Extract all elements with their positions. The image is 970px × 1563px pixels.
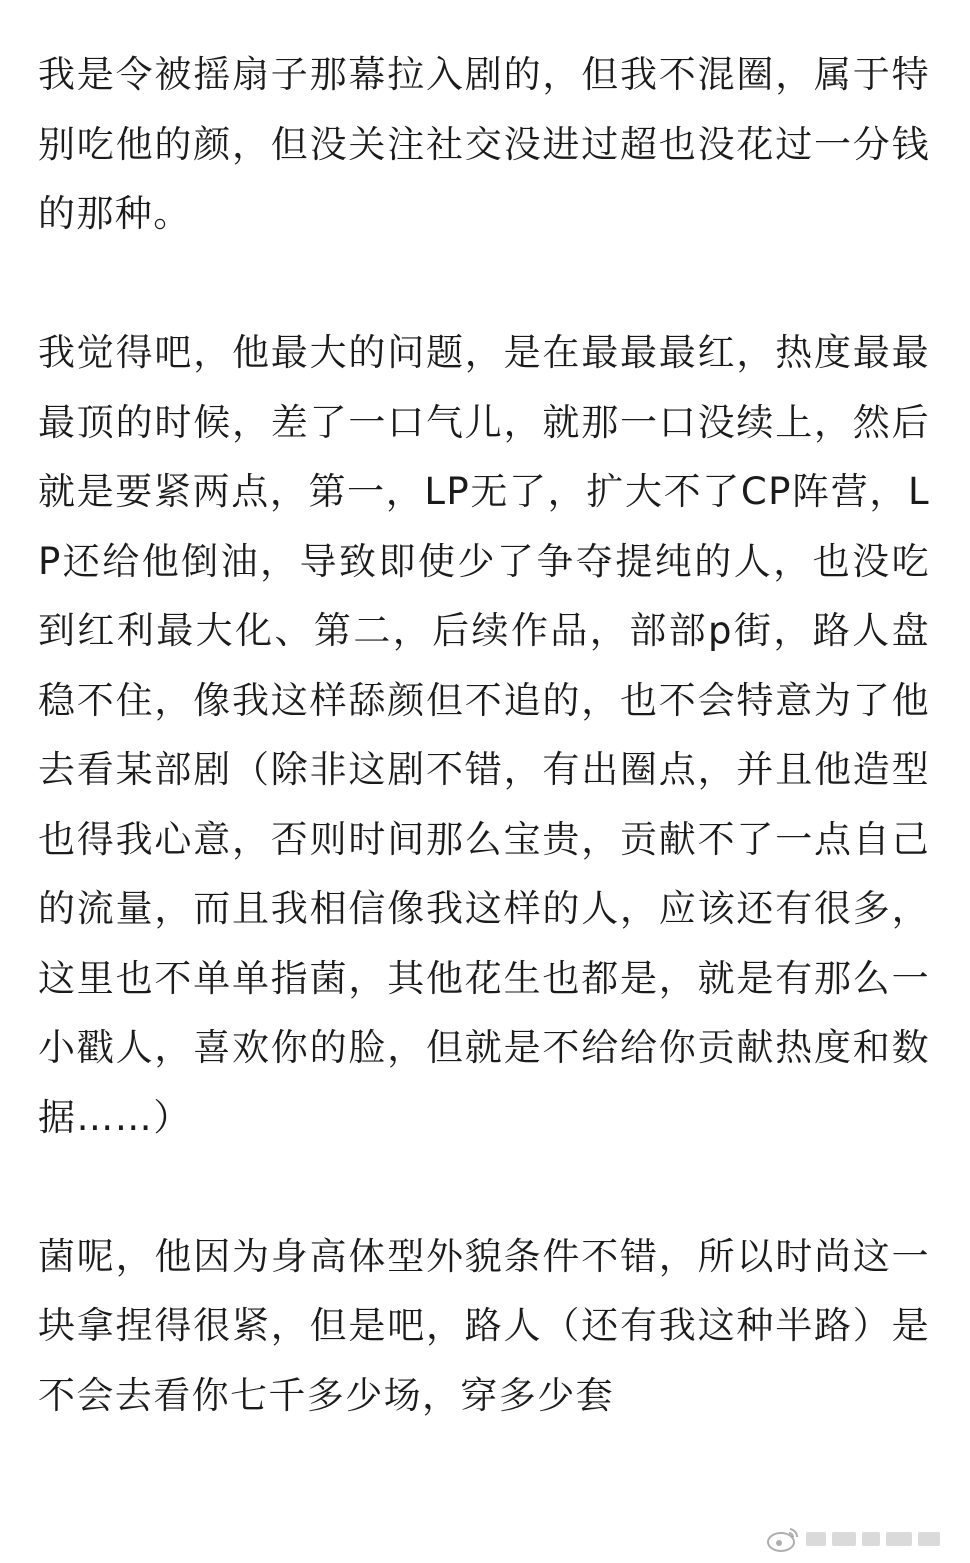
post-paragraph-1: 我是令被摇扇子那幕拉入剧的，但我不混圈，属于特别吃他的颜，但没关注社交没进过超也没花过一分钱的那种。 [38, 53, 930, 235]
watermark-text [806, 1527, 956, 1551]
weibo-logo-icon [766, 1525, 800, 1553]
post-body [38, 40, 930, 1430]
post-paragraph-2: 我觉得吧，他最大的问题，是在最最最红，热度最最最顶的时候，差了一口气儿，就那一口没续上，然后就是要紧两点，第一，LP无了，扩大不了CP阵营，LP还给他倒油，导致即使少了争夺提纯的人，也没吃到红利最大化、第二，后续作品，部部p街，路人盘稳不住，像我这样舔颜但不追的，也不会特意为了他去看某部剧（除非这剧不错，有出圈点，并且他造型也得我心意，否则时间那么宝贵，贡献不了一点自己的流量，而且我相信像我这样的人，应该还有很多，这里也不单单指菌，其他花生也都是，就是有那么一小戳人，喜欢你的脸，但就是不给给你贡献热度和数据……） [38, 331, 930, 1139]
post-paragraph-3: 菌呢，他因为身高体型外貌条件不错，所以时尚这一块拿捏得很紧，但是吧，路人（还有我这种半路）是不会去看你七千多少场，穿多少套 [38, 1234, 930, 1417]
weibo-watermark [758, 1519, 964, 1559]
